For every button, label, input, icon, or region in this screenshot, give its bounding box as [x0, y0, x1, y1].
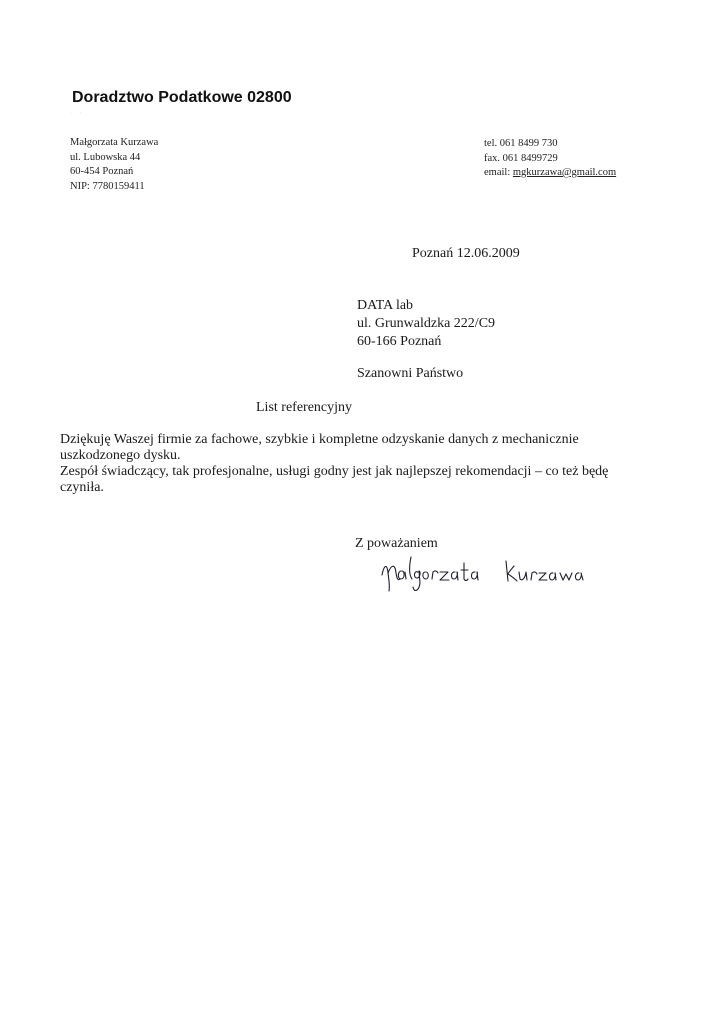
signature-strokes — [382, 557, 583, 591]
sender-street: ul. Lubowska 44 — [70, 151, 141, 163]
recipient-street: ul. Grunwaldzka 222/C9 — [357, 316, 496, 331]
recipient-city: 60-166 Poznań — [357, 334, 442, 349]
place-and-date: Poznań 12.06.2009 — [412, 246, 520, 261]
body-paragraph: Zespół świadczący, tak profesjonalne, usługi godny jest jak najlepszej rekomendacji – co też będę czyniła. — [60, 464, 609, 495]
contact-phone: tel. 061 8499 730 — [484, 138, 558, 149]
sender-address — [70, 136, 158, 194]
salutation: Szanowni Państwo — [357, 366, 464, 381]
handwritten-signature — [378, 553, 608, 608]
sender-nip: NIP: 7780159411 — [70, 180, 145, 192]
contact-email-link[interactable]: mgkurzawa@gmail.com — [512, 167, 617, 178]
letter-subject: List referencyjny — [256, 400, 353, 415]
contact-info — [484, 137, 616, 181]
recipient-address — [357, 297, 495, 351]
decorative-dots: · · — [70, 111, 85, 117]
contact-fax: fax. 061 8499729 — [484, 152, 558, 164]
signature-drawing — [378, 553, 608, 603]
closing-phrase: Z poważaniem — [355, 536, 438, 551]
company-name: Doradztwo Podatkowe 02800 — [72, 89, 292, 106]
letter-body — [60, 432, 650, 496]
contact-email-row — [484, 166, 616, 181]
recipient-name: DATA lab — [357, 298, 414, 313]
body-paragraph: Dziękuję Waszej firmie za fachowe, szybkie i kompletne odzyskanie danych z mechanicznie uszkodzonego dysku. — [60, 432, 579, 463]
sender-name: Małgorzata Kurzawa — [70, 137, 159, 148]
sender-city: 60-454 Poznań — [70, 166, 134, 177]
contact-email-label: email: — [484, 167, 513, 178]
